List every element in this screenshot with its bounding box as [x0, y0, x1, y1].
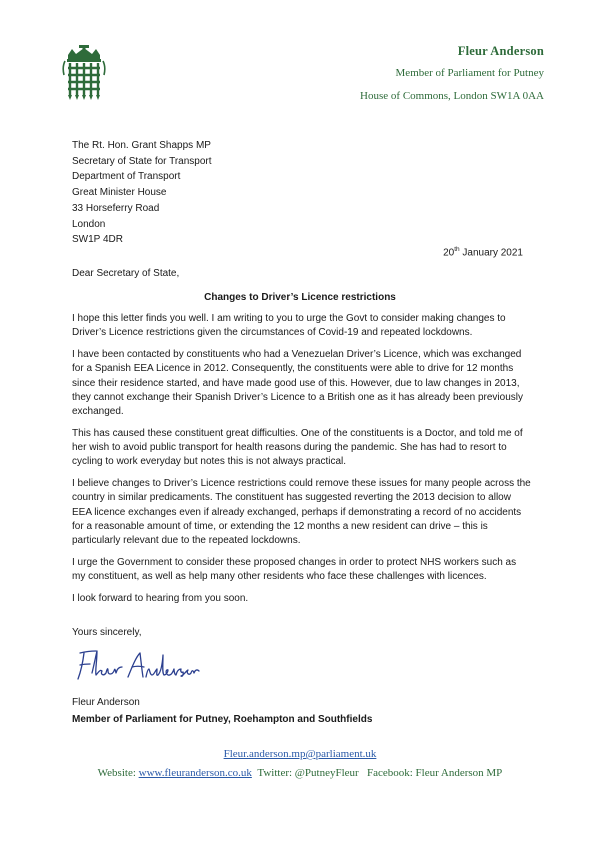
closing: Yours sincerely, [72, 627, 142, 638]
handwritten-signature [72, 645, 202, 687]
subject-heading: Changes to Driver’s Licence restrictions [204, 292, 396, 303]
letter-date [443, 246, 523, 258]
recipient-line: Secretary of State for Transport [72, 155, 212, 167]
recipient-line: Great Minister House [72, 187, 167, 199]
portcullis-icon [62, 45, 106, 101]
header-mp-role: Member of Parliament for Putney [395, 67, 544, 79]
recipient-line: Department of Transport [72, 171, 181, 183]
body-paragraph: I look forward to hearing from you soon. [72, 593, 249, 604]
footer-email [0, 748, 600, 760]
header-address: House of Commons, London SW1A 0AA [360, 90, 544, 102]
date-suffix: th [454, 246, 460, 253]
footer-contacts [0, 767, 600, 779]
recipient-address [72, 138, 212, 248]
recipient-line: The Rt. Hon. Grant Shapps MP [72, 140, 211, 151]
recipient-line: SW1P 4DR [72, 234, 123, 246]
recipient-line: 33 Horseferry Road [72, 202, 160, 214]
recipient-line: London [72, 218, 106, 230]
letter-body [72, 312, 532, 614]
body-paragraph: I hope this letter finds you well. I am writing to you to urge the Govt to consider making changes to Driver’s Licence restrictions given the circumstances of Covid-19 and repeated lockdowns. [72, 313, 506, 339]
twitter-handle: Twitter: @PutneyFleur [257, 767, 359, 779]
body-paragraph: I have been contacted by constituents who had a Venezuelan Driver’s Licence, which was exchanged for a Spanish EEA Licence in 2012. Consequently, the constituents were able to drive for 12 months since their residence started, and have made good use of this. However, due to law changes in 2013, they cannot exchange their Spanish Driver’s Licence to a British one as it has already been previously exchanged. [72, 348, 524, 418]
email-link[interactable]: Fleur.anderson.mp@parliament.uk [223, 748, 377, 760]
website-link[interactable]: www.fleuranderson.co.uk [138, 767, 252, 779]
body-paragraph: This has caused these constituent great difficulties. One of the constituents is a Doctor, and told me of her wish to avoid public transport for health reasons during the pandemic. She has had to resort to cycling to work everyday but notes this is not always practical. [72, 427, 523, 468]
header-mp-name: Fleur Anderson [457, 44, 544, 58]
body-paragraph: I believe changes to Driver’s Licence restrictions could remove these issues for many people across the country in similar predicaments. The constituent has suggested reverting the 2013 decision to allow EEA licence exchanges even if already exchanged, perhaps if demonstrating a record of no accidents for a reasonable amount of time, or extending the 12 months a new resident can drive – this is particularly relevant due to the repeated lockdowns. [72, 478, 531, 547]
website-label: Website: [97, 767, 139, 779]
facebook-page: Facebook: Fleur Anderson MP [366, 767, 503, 779]
date-rest: January 2021 [459, 247, 523, 259]
date-day: 20 [443, 247, 455, 259]
body-paragraph: I urge the Government to consider these proposed changes in order to protect NHS workers such as my constituent, as well as help many other residents who face these challenges with licences. [72, 557, 517, 583]
signer-name: Fleur Anderson [72, 697, 140, 708]
signer-title: Member of Parliament for Putney, Roehampton and Southfields [72, 714, 373, 725]
salutation: Dear Secretary of State, [72, 268, 180, 279]
